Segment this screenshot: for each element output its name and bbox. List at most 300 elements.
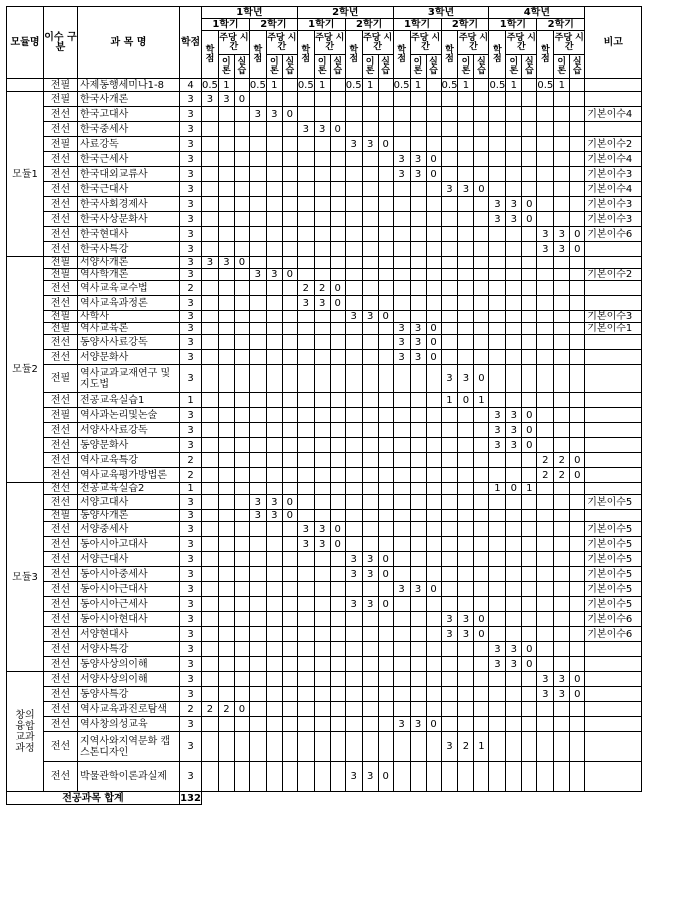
schedule-cell (314, 597, 330, 612)
schedule-cell (218, 672, 234, 687)
schedule-cell (314, 393, 330, 408)
schedule-cell (297, 393, 314, 408)
schedule-cell (297, 137, 314, 152)
course-credit: 3 (180, 182, 202, 197)
schedule-cell (393, 269, 410, 281)
schedule-cell (458, 197, 474, 212)
schedule-cell (345, 107, 362, 122)
schedule-cell (441, 92, 458, 107)
schedule-cell: 3 (537, 227, 554, 242)
schedule-cell: 0 (426, 335, 441, 350)
schedule-cell (282, 468, 297, 483)
schedule-cell (537, 597, 554, 612)
table-row (7, 468, 642, 483)
schedule-cell: 0 (282, 510, 297, 522)
schedule-cell (378, 672, 393, 687)
schedule-cell (330, 323, 345, 335)
schedule-cell (297, 269, 314, 281)
schedule-cell (297, 423, 314, 438)
schedule-cell (345, 510, 362, 522)
schedule-cell (282, 92, 297, 107)
schedule-cell (362, 393, 378, 408)
schedule-cell (570, 582, 585, 597)
schedule-cell (314, 627, 330, 642)
schedule-cell: 3 (489, 642, 506, 657)
schedule-cell (266, 350, 282, 365)
schedule-cell (522, 311, 537, 323)
course-note (585, 92, 642, 107)
schedule-cell: 1 (314, 79, 330, 92)
schedule-cell (297, 702, 314, 717)
schedule-cell: 3 (362, 311, 378, 323)
schedule-cell: 3 (554, 687, 570, 702)
schedule-cell (522, 350, 537, 365)
schedule-cell: 3 (489, 657, 506, 672)
schedule-cell (474, 257, 489, 269)
schedule-cell (474, 281, 489, 296)
schedule-cell (522, 717, 537, 732)
schedule-cell (458, 495, 474, 510)
course-credit: 3 (180, 582, 202, 597)
schedule-cell (378, 453, 393, 468)
schedule-cell (362, 296, 378, 311)
schedule-cell (249, 182, 266, 197)
schedule-cell (426, 468, 441, 483)
schedule-cell (506, 137, 522, 152)
schedule-cell (266, 92, 282, 107)
schedule-cell (554, 510, 570, 522)
schedule-cell (554, 296, 570, 311)
schedule-cell (426, 627, 441, 642)
schedule-cell: 0.5 (249, 79, 266, 91)
schedule-cell (266, 408, 282, 423)
schedule-cell: 3 (218, 257, 234, 269)
schedule-cell (202, 323, 219, 335)
schedule-cell (474, 197, 489, 212)
schedule-cell (537, 732, 554, 762)
schedule-cell (249, 257, 266, 269)
schedule-cell (314, 423, 330, 438)
schedule-cell (458, 702, 474, 717)
schedule-cell: 3 (314, 537, 330, 552)
schedule-cell (362, 612, 378, 627)
schedule-cell (218, 495, 234, 510)
schedule-cell (266, 483, 282, 495)
schedule-cell (458, 281, 474, 296)
schedule-cell (506, 311, 522, 323)
schedule-cell (202, 365, 219, 393)
schedule-cell (314, 612, 330, 627)
schedule-cell (506, 107, 522, 122)
schedule-cell (202, 122, 219, 137)
schedule-cell (202, 567, 219, 582)
schedule-cell (282, 311, 297, 323)
course-credit: 3 (180, 537, 202, 552)
course-type: 전선 (44, 242, 78, 257)
schedule-cell (489, 582, 506, 597)
schedule-cell (410, 483, 426, 495)
schedule-cell (458, 107, 474, 122)
schedule-cell (249, 627, 266, 642)
schedule-cell (489, 627, 506, 642)
schedule-cell (506, 627, 522, 642)
schedule-cell (266, 423, 282, 438)
course-name: 박물관학이론과실제 (78, 762, 180, 792)
course-credit: 3 (180, 732, 202, 762)
schedule-cell (330, 107, 345, 122)
schedule-cell (362, 453, 378, 468)
schedule-cell (234, 657, 249, 672)
schedule-cell (249, 672, 266, 687)
schedule-cell (345, 537, 362, 552)
schedule-cell (410, 762, 426, 792)
schedule-cell (426, 597, 441, 612)
schedule-cell (570, 522, 585, 537)
table-row (7, 552, 642, 567)
schedule-cell (554, 423, 570, 438)
schedule-cell (393, 242, 410, 257)
schedule-cell (378, 627, 393, 642)
schedule-cell (489, 567, 506, 582)
schedule-cell (218, 687, 234, 702)
schedule-cell: 0.5 (537, 79, 554, 91)
course-credit: 3 (180, 510, 202, 522)
schedule-cell: 3 (537, 687, 554, 702)
schedule-cell (458, 242, 474, 257)
schedule-cell (506, 597, 522, 612)
schedule-cell (441, 453, 458, 468)
schedule-cell (297, 627, 314, 642)
schedule-cell (282, 335, 297, 350)
course-note (585, 423, 642, 438)
schedule-cell (458, 642, 474, 657)
schedule-cell (202, 137, 219, 152)
schedule-cell (458, 438, 474, 453)
schedule-cell: 0 (570, 468, 585, 483)
schedule-cell: 3 (297, 122, 314, 137)
schedule-cell (266, 137, 282, 152)
schedule-cell (474, 212, 489, 227)
schedule-cell (426, 281, 441, 296)
schedule-cell (506, 296, 522, 311)
schedule-cell (202, 152, 219, 167)
schedule-cell (330, 762, 345, 792)
schedule-cell (506, 732, 522, 762)
schedule-cell (458, 672, 474, 687)
schedule-cell (218, 365, 234, 393)
schedule-cell: 3 (506, 197, 522, 212)
schedule-cell (282, 627, 297, 642)
schedule-cell (345, 197, 362, 212)
schedule-cell (218, 582, 234, 597)
schedule-cell (474, 552, 489, 567)
schedule-cell (489, 335, 506, 350)
schedule-cell (458, 762, 474, 792)
schedule-cell (234, 281, 249, 296)
schedule-cell (489, 182, 506, 197)
schedule-cell (249, 657, 266, 672)
table-row (7, 687, 642, 702)
course-note (585, 242, 642, 257)
table-body (7, 79, 642, 805)
schedule-cell (410, 702, 426, 717)
schedule-cell: 3 (410, 152, 426, 167)
schedule-cell (458, 717, 474, 732)
schedule-cell: 3 (266, 495, 282, 510)
schedule-cell (410, 137, 426, 152)
schedule-cell (489, 453, 506, 468)
schedule-cell (378, 92, 393, 107)
schedule-cell (202, 281, 219, 296)
schedule-cell (282, 717, 297, 732)
schedule-cell (202, 335, 219, 350)
schedule-cell (218, 296, 234, 311)
schedule-cell: 0 (474, 627, 489, 642)
course-name: 역사교육교수법 (78, 281, 180, 296)
schedule-cell (266, 335, 282, 350)
schedule-cell (441, 438, 458, 453)
schedule-cell (345, 92, 362, 107)
schedule-cell (282, 365, 297, 393)
schedule-cell (234, 627, 249, 642)
course-name: 동아시아현대사 (78, 612, 180, 627)
schedule-cell (362, 702, 378, 717)
schedule-cell (554, 365, 570, 393)
schedule-cell: 0 (234, 92, 249, 107)
schedule-cell: 3 (362, 597, 378, 612)
header-practice: 실습 (570, 55, 585, 79)
schedule-cell (362, 365, 378, 393)
course-name: 한국대외교류사 (78, 167, 180, 182)
schedule-cell (282, 453, 297, 468)
schedule-cell (570, 122, 585, 137)
schedule-cell (234, 167, 249, 182)
schedule-cell (441, 281, 458, 296)
schedule-cell (522, 335, 537, 350)
header-semester-2: 2학기 (345, 19, 393, 31)
course-note: 기본이수6 (585, 627, 642, 642)
schedule-cell (393, 227, 410, 242)
schedule-cell (474, 423, 489, 438)
course-note: 기본이수5 (585, 567, 642, 582)
course-note (585, 702, 642, 717)
schedule-cell (426, 393, 441, 408)
schedule-cell (489, 597, 506, 612)
schedule-cell (345, 717, 362, 732)
schedule-cell (249, 227, 266, 242)
schedule-cell (314, 642, 330, 657)
schedule-cell (202, 167, 219, 182)
schedule-cell (378, 281, 393, 296)
schedule-cell (506, 365, 522, 393)
schedule-cell: 0.5 (489, 79, 506, 91)
table-row (7, 597, 642, 612)
schedule-cell (522, 281, 537, 296)
schedule-cell (234, 453, 249, 468)
schedule-cell (297, 257, 314, 269)
table-row (7, 197, 642, 212)
schedule-cell (218, 762, 234, 792)
schedule-cell (537, 296, 554, 311)
course-type: 전선 (44, 567, 78, 582)
schedule-cell (266, 242, 282, 257)
schedule-cell (554, 438, 570, 453)
course-name: 서양고대사 (78, 495, 180, 510)
schedule-cell (570, 79, 585, 92)
schedule-cell (570, 552, 585, 567)
header-hak: 학점 (441, 31, 458, 79)
schedule-cell (218, 212, 234, 227)
schedule-cell (249, 552, 266, 567)
table-row (7, 257, 642, 269)
schedule-cell (234, 537, 249, 552)
schedule-cell (489, 510, 506, 522)
schedule-cell (218, 350, 234, 365)
schedule-cell (522, 152, 537, 167)
schedule-cell (426, 296, 441, 311)
schedule-cell: 3 (458, 182, 474, 197)
course-type: 전선 (44, 423, 78, 438)
schedule-cell: 3 (554, 672, 570, 687)
schedule-cell: 3 (266, 269, 282, 281)
schedule-cell (554, 197, 570, 212)
schedule-cell (554, 642, 570, 657)
course-name: 역사교육론 (78, 323, 180, 335)
schedule-cell (249, 365, 266, 393)
schedule-cell: 1 (266, 79, 282, 92)
course-credit: 3 (180, 672, 202, 687)
header-module: 모듈명 (7, 7, 44, 79)
schedule-cell (570, 483, 585, 495)
schedule-cell (522, 393, 537, 408)
schedule-cell (297, 182, 314, 197)
course-credit: 3 (180, 627, 202, 642)
schedule-cell (345, 468, 362, 483)
schedule-cell (570, 182, 585, 197)
schedule-cell (537, 311, 554, 323)
schedule-cell: 0 (522, 197, 537, 212)
table-row (7, 510, 642, 522)
schedule-cell (330, 717, 345, 732)
schedule-cell (218, 393, 234, 408)
schedule-cell (314, 227, 330, 242)
table-row (7, 335, 642, 350)
schedule-cell (362, 510, 378, 522)
schedule-cell (522, 732, 537, 762)
schedule-cell: 3 (441, 612, 458, 627)
schedule-cell (378, 242, 393, 257)
schedule-cell (266, 296, 282, 311)
schedule-cell (362, 269, 378, 281)
schedule-cell (314, 438, 330, 453)
schedule-cell (441, 672, 458, 687)
schedule-cell (378, 107, 393, 122)
schedule-cell (282, 423, 297, 438)
schedule-cell (362, 323, 378, 335)
schedule-cell (522, 137, 537, 152)
course-credit: 3 (180, 597, 202, 612)
header-weekly: 주당 시간 (506, 31, 537, 55)
schedule-cell (282, 438, 297, 453)
schedule-cell (218, 732, 234, 762)
schedule-cell (458, 269, 474, 281)
course-name: 서양사사료강독 (78, 423, 180, 438)
schedule-cell (506, 335, 522, 350)
course-name: 한국사특강 (78, 242, 180, 257)
schedule-cell: 3 (393, 167, 410, 182)
schedule-cell (570, 257, 585, 269)
schedule-cell (458, 350, 474, 365)
schedule-cell (537, 702, 554, 717)
course-type: 전필 (44, 311, 78, 323)
schedule-cell (202, 687, 219, 702)
schedule-cell (202, 582, 219, 597)
schedule-cell (537, 92, 554, 107)
schedule-cell (314, 762, 330, 792)
schedule-cell (345, 453, 362, 468)
schedule-cell (506, 92, 522, 107)
schedule-cell (393, 483, 410, 495)
schedule-cell (202, 522, 219, 537)
schedule-cell (282, 122, 297, 137)
schedule-cell: 0 (522, 423, 537, 438)
schedule-cell (330, 182, 345, 197)
schedule-cell: 0 (282, 107, 297, 122)
schedule-cell: 0.5 (441, 79, 458, 91)
schedule-cell (266, 762, 282, 792)
table-row (7, 79, 642, 92)
course-name: 동아시아근세사 (78, 597, 180, 612)
schedule-cell (330, 597, 345, 612)
schedule-cell (554, 152, 570, 167)
course-name: 사제동행세미나1-8 (78, 79, 180, 92)
schedule-cell (458, 468, 474, 483)
schedule-cell (282, 582, 297, 597)
schedule-cell (234, 597, 249, 612)
schedule-cell (266, 537, 282, 552)
schedule-cell (570, 495, 585, 510)
course-name: 한국사회경제사 (78, 197, 180, 212)
schedule-cell (282, 612, 297, 627)
schedule-cell (506, 762, 522, 792)
schedule-cell (345, 438, 362, 453)
schedule-cell (458, 92, 474, 107)
schedule-cell (330, 167, 345, 182)
schedule-cell (378, 717, 393, 732)
schedule-cell (345, 335, 362, 350)
course-credit: 3 (180, 269, 202, 281)
schedule-cell: 0 (378, 597, 393, 612)
schedule-cell (506, 453, 522, 468)
schedule-cell (554, 182, 570, 197)
schedule-cell (410, 296, 426, 311)
schedule-cell: 0 (570, 672, 585, 687)
schedule-cell (506, 612, 522, 627)
header-theory: 이론 (266, 55, 282, 79)
curriculum-table (6, 6, 642, 805)
schedule-cell (393, 627, 410, 642)
schedule-cell: 3 (554, 227, 570, 242)
course-note: 기본이수3 (585, 311, 642, 323)
schedule-cell (441, 197, 458, 212)
schedule-cell (362, 582, 378, 597)
schedule-cell (570, 732, 585, 762)
schedule-cell (458, 423, 474, 438)
schedule-cell (441, 495, 458, 510)
schedule-cell (249, 687, 266, 702)
course-note (585, 408, 642, 423)
schedule-cell (330, 483, 345, 495)
